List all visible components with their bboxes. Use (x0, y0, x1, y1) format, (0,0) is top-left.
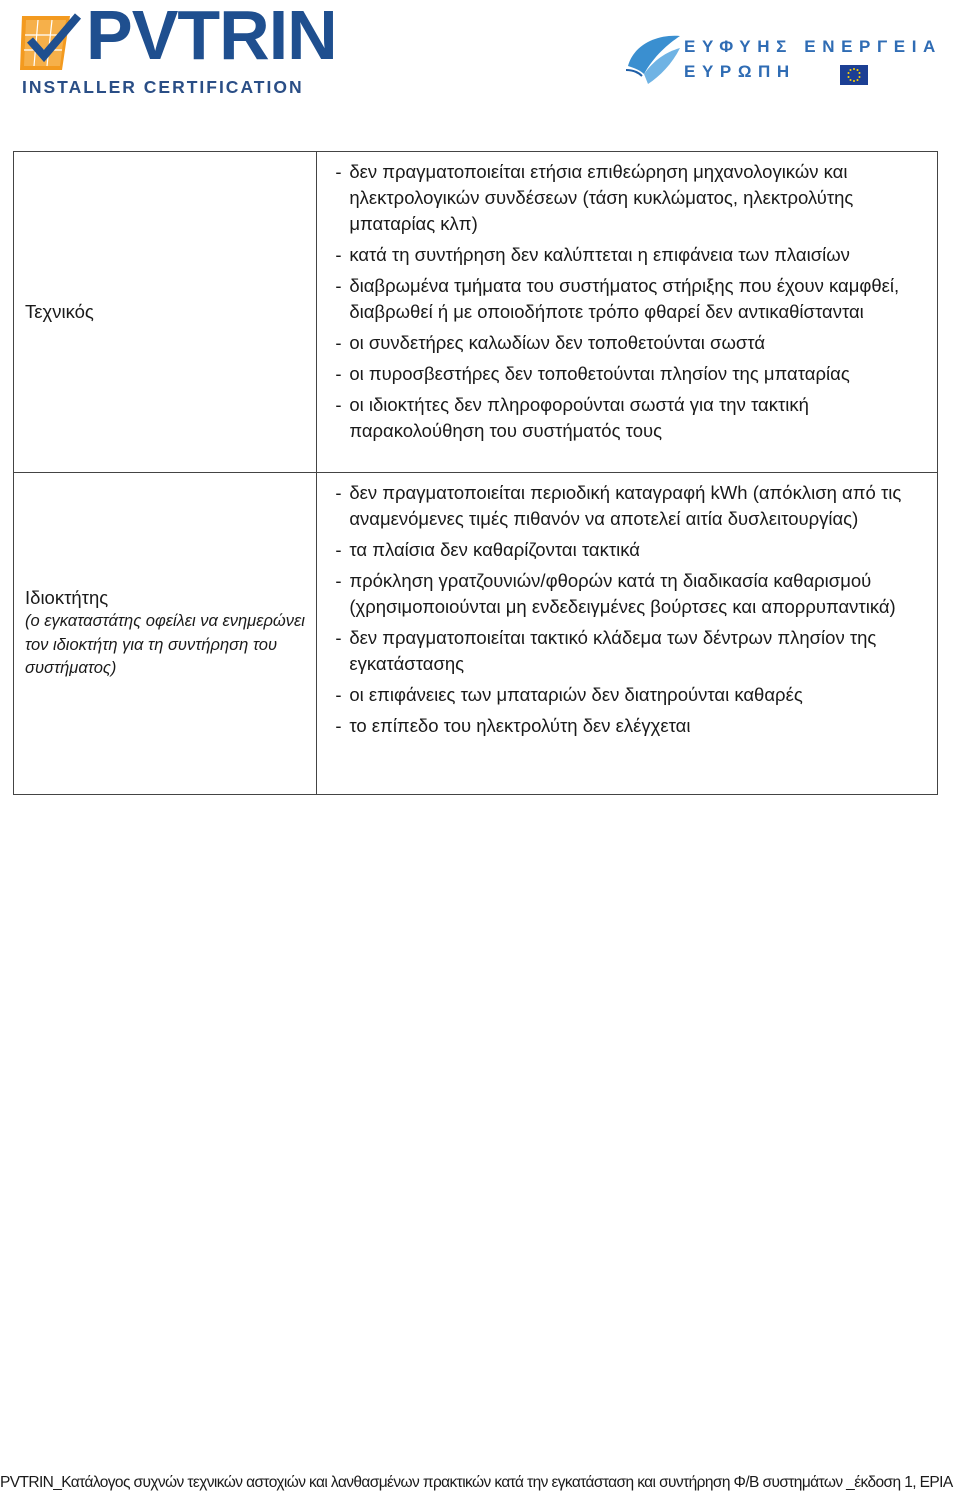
eu-flag-icon (840, 65, 868, 85)
list-item: - οι επιφάνειες των μπαταριών δεν διατηρούνται καθαρές (335, 682, 925, 708)
items-cell (317, 473, 938, 795)
pvtrin-wordmark: PVTRIN (86, 0, 337, 74)
leaf-swirl-icon (624, 30, 684, 90)
items-cell (317, 152, 938, 473)
list-item: - πρόκληση γρατζουνιών/φθορών κατά τη διαδικασία καθαρισμού (χρησιμοποιούνται μη ενδεδειγμένες βούρτσες και απορρυπαντικά) (335, 568, 925, 620)
role-cell (14, 152, 317, 473)
role-note: (ο εγκαταστάτης οφείλει να ενημερώνει τον ιδιοκτήτη για τη συντήρηση του συστήματος) (25, 612, 305, 678)
eu-program-line1: ΕΥΦΥΗΣ ΕΝΕΡΓΕΙΑ (684, 37, 942, 56)
list-item: - τα πλαίσια δεν καθαρίζονται τακτικά (335, 537, 925, 563)
table-row (14, 473, 938, 795)
failure-list (317, 152, 937, 453)
list-item: - δεν πραγματοποιείται ετήσια επιθεώρηση μηχανολογικών και ηλεκτρολογικών συνδέσεων (τάση κυκλώματος, ηλεκτρολύτης μπαταρίας κλπ) (335, 159, 925, 237)
list-item: - οι ιδιοκτήτες δεν πληροφορούνται σωστά για την τακτική παρακολούθηση του συστήματός τους (335, 392, 925, 444)
pvtrin-logo (20, 0, 337, 100)
failures-table (13, 151, 938, 795)
page-header (0, 0, 960, 110)
role-cell (14, 473, 317, 795)
solar-panel-check-icon (20, 12, 84, 74)
eu-program-line2: ΕΥΡΩΠΗ (684, 62, 796, 81)
role-name: Τεχνικός (25, 301, 94, 322)
list-item: - οι συνδετήρες καλωδίων δεν τοποθετούνται σωστά (335, 330, 925, 356)
list-item: - κατά τη συντήρηση δεν καλύπτεται η επιφάνεια των πλαισίων (335, 242, 925, 268)
list-item: - δεν πραγματοποιείται περιοδική καταγραφή kWh (απόκλιση από τις αναμενόμενες τιμές πιθανόν να αποτελεί αιτία δυσλειτουργίας) (335, 480, 925, 532)
intelligent-energy-europe-logo (624, 30, 954, 94)
list-item: - το επίπεδο του ηλεκτρολύτη δεν ελέγχεται (335, 713, 925, 739)
table-row (14, 152, 938, 473)
list-item: - οι πυροσβεστήρες δεν τοποθετούνται πλησίον της μπαταρίας (335, 361, 925, 387)
page-footer: PVTRIN_Κατάλογος συχνών τεχνικών αστοχιών και λανθασμένων πρακτικών κατά την εγκατάσταση και συντήρηση Φ/Β συστημάτων _έκδοση 1, EPIA (0, 1474, 953, 1491)
list-item: - δεν πραγματοποιείται τακτικό κλάδεμα των δέντρων πλησίον της εγκατάστασης (335, 625, 925, 677)
list-item: - διαβρωμένα τμήματα του συστήματος στήριξης που έχουν καμφθεί, διαβρωθεί ή με οποιοδήποτε τρόπο φθαρεί δεν αντικαθίστανται (335, 273, 925, 325)
role-name: Ιδιοκτήτης (25, 587, 109, 609)
pvtrin-subtitle: INSTALLER CERTIFICATION (22, 77, 304, 97)
failure-list (317, 473, 937, 748)
